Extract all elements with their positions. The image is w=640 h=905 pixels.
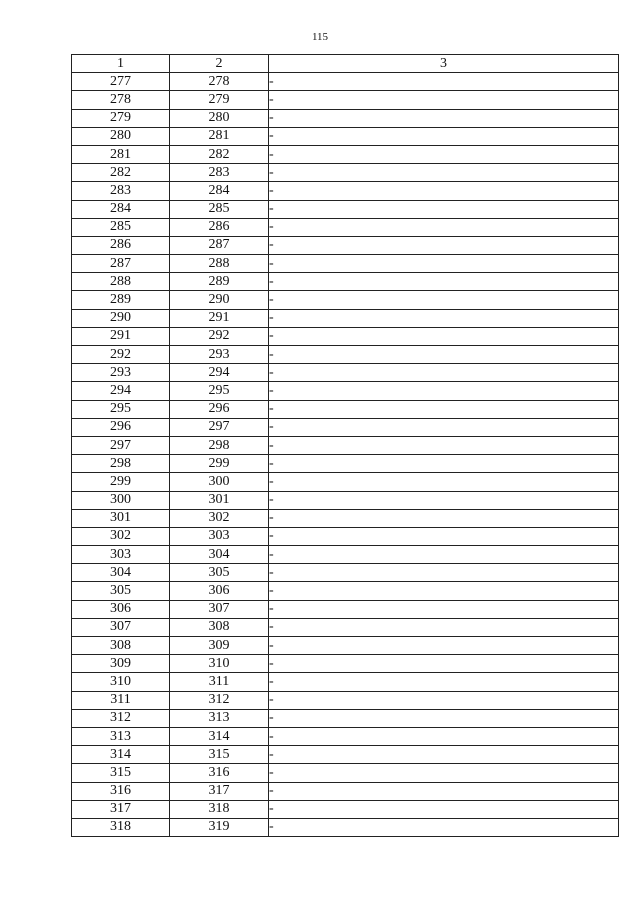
data-table: [71, 54, 619, 837]
table-row: [72, 491, 619, 509]
table-cell-col-2: 296: [170, 400, 269, 418]
table-cell-col-2: 293: [170, 346, 269, 364]
table-cell-col-2: 300: [170, 473, 269, 491]
table-cell-col-1: 308: [72, 637, 170, 655]
table-row: [72, 637, 619, 655]
table-cell-col-3: -: [269, 346, 619, 364]
table-cell-col-1: 309: [72, 655, 170, 673]
table-row: [72, 327, 619, 345]
table-row: [72, 73, 619, 91]
table-cell-col-2: 290: [170, 291, 269, 309]
table-row: [72, 600, 619, 618]
table-cell-col-3: -: [269, 218, 619, 236]
table-row: [72, 182, 619, 200]
table-cell-col-1: 305: [72, 582, 170, 600]
table-cell-col-2: 279: [170, 91, 269, 109]
table-cell-col-1: 315: [72, 764, 170, 782]
table-cell-col-3: -: [269, 473, 619, 491]
table-cell-col-3: -: [269, 400, 619, 418]
table-cell-col-3: -: [269, 600, 619, 618]
table-cell-col-1: 304: [72, 564, 170, 582]
table-cell-col-2: 301: [170, 491, 269, 509]
table-cell-col-3: -: [269, 564, 619, 582]
table-row: [72, 764, 619, 782]
table-row: [72, 582, 619, 600]
table-cell-col-3: -: [269, 673, 619, 691]
table-cell-col-1: 295: [72, 400, 170, 418]
table-cell-col-1: 294: [72, 382, 170, 400]
table-cell-col-1: 289: [72, 291, 170, 309]
table-cell-col-3: -: [269, 291, 619, 309]
table-cell-col-3: -: [269, 727, 619, 745]
table-row: [72, 291, 619, 309]
table-cell-col-1: 286: [72, 236, 170, 254]
table-cell-col-2: 295: [170, 382, 269, 400]
table-row: [72, 709, 619, 727]
table-cell-col-2: 313: [170, 709, 269, 727]
table-row: [72, 309, 619, 327]
table-cell-col-3: -: [269, 382, 619, 400]
table-cell-col-1: 285: [72, 218, 170, 236]
table-cell-col-3: -: [269, 182, 619, 200]
table-cell-col-2: 314: [170, 727, 269, 745]
table-cell-col-3: -: [269, 764, 619, 782]
table-cell-col-3: -: [269, 509, 619, 527]
table-cell-col-2: 297: [170, 418, 269, 436]
table-row: [72, 400, 619, 418]
table-cell-col-1: 283: [72, 182, 170, 200]
table-cell-col-2: 281: [170, 127, 269, 145]
table-cell-col-1: 314: [72, 746, 170, 764]
table-cell-col-3: -: [269, 364, 619, 382]
table-row: [72, 145, 619, 163]
table-cell-col-2: 288: [170, 255, 269, 273]
table-row: [72, 746, 619, 764]
table-cell-col-2: 282: [170, 145, 269, 163]
table-cell-col-2: 306: [170, 582, 269, 600]
table-cell-col-2: 292: [170, 327, 269, 345]
table-cell-col-1: 280: [72, 127, 170, 145]
table-cell-col-1: 293: [72, 364, 170, 382]
table-cell-col-2: 291: [170, 309, 269, 327]
table-cell-col-1: 284: [72, 200, 170, 218]
table-cell-col-2: 308: [170, 618, 269, 636]
table-cell-col-3: -: [269, 691, 619, 709]
table-cell-col-1: 292: [72, 346, 170, 364]
table-row: [72, 727, 619, 745]
table-row: [72, 564, 619, 582]
table-cell-col-3: -: [269, 655, 619, 673]
table-cell-col-1: 311: [72, 691, 170, 709]
table-cell-col-3: -: [269, 491, 619, 509]
table-cell-col-3: -: [269, 637, 619, 655]
table-cell-col-1: 281: [72, 145, 170, 163]
table-row: [72, 436, 619, 454]
table-cell-col-3: -: [269, 418, 619, 436]
table-cell-col-2: 286: [170, 218, 269, 236]
table-cell-col-1: 277: [72, 73, 170, 91]
table-cell-col-3: -: [269, 455, 619, 473]
table-cell-col-1: 282: [72, 164, 170, 182]
table-cell-col-3: -: [269, 145, 619, 163]
table-cell-col-2: 280: [170, 109, 269, 127]
header-row: [72, 55, 619, 73]
table-cell-col-1: 297: [72, 436, 170, 454]
table-row: [72, 782, 619, 800]
column-header-3: 3: [269, 55, 619, 73]
table-cell-col-3: -: [269, 236, 619, 254]
table-cell-col-3: -: [269, 327, 619, 345]
column-header-1: 1: [72, 55, 170, 73]
table-row: [72, 127, 619, 145]
table-cell-col-3: -: [269, 127, 619, 145]
table-cell-col-1: 301: [72, 509, 170, 527]
table-cell-col-2: 315: [170, 746, 269, 764]
table-cell-col-1: 318: [72, 818, 170, 836]
table-cell-col-2: 304: [170, 546, 269, 564]
table-cell-col-2: 302: [170, 509, 269, 527]
table-row: [72, 691, 619, 709]
table-cell-col-1: 299: [72, 473, 170, 491]
table-row: [72, 418, 619, 436]
table-cell-col-1: 303: [72, 546, 170, 564]
table-cell-col-3: -: [269, 91, 619, 109]
table-row: [72, 364, 619, 382]
table-cell-col-2: 285: [170, 200, 269, 218]
table-cell-col-2: 283: [170, 164, 269, 182]
page-number: 115: [311, 31, 329, 43]
table-cell-col-3: -: [269, 255, 619, 273]
table-cell-col-3: -: [269, 746, 619, 764]
table-cell-col-2: 318: [170, 800, 269, 818]
column-header-2: 2: [170, 55, 269, 73]
table-cell-col-3: -: [269, 73, 619, 91]
table-cell-col-2: 299: [170, 455, 269, 473]
table-cell-col-3: -: [269, 546, 619, 564]
table-cell-col-2: 307: [170, 600, 269, 618]
table-cell-col-2: 284: [170, 182, 269, 200]
table-cell-col-1: 296: [72, 418, 170, 436]
table-cell-col-3: -: [269, 309, 619, 327]
table-cell-col-1: 298: [72, 455, 170, 473]
table-row: [72, 200, 619, 218]
table-cell-col-3: -: [269, 709, 619, 727]
table-cell-col-2: 278: [170, 73, 269, 91]
table-cell-col-2: 311: [170, 673, 269, 691]
table-row: [72, 818, 619, 836]
table-cell-col-2: 305: [170, 564, 269, 582]
table-cell-col-3: -: [269, 273, 619, 291]
table-cell-col-2: 310: [170, 655, 269, 673]
table-row: [72, 273, 619, 291]
table-row: [72, 527, 619, 545]
table-cell-col-3: -: [269, 109, 619, 127]
table-cell-col-3: -: [269, 818, 619, 836]
table-header: [72, 55, 619, 73]
table-cell-col-1: 313: [72, 727, 170, 745]
table-row: [72, 800, 619, 818]
table-cell-col-3: -: [269, 200, 619, 218]
table-row: [72, 473, 619, 491]
table-cell-col-1: 287: [72, 255, 170, 273]
table-row: [72, 455, 619, 473]
table-cell-col-3: -: [269, 164, 619, 182]
table-cell-col-2: 289: [170, 273, 269, 291]
table-row: [72, 382, 619, 400]
table-cell-col-1: 306: [72, 600, 170, 618]
table-cell-col-2: 298: [170, 436, 269, 454]
table-cell-col-1: 290: [72, 309, 170, 327]
table-row: [72, 546, 619, 564]
table-cell-col-1: 310: [72, 673, 170, 691]
table-cell-col-3: -: [269, 782, 619, 800]
table-row: [72, 164, 619, 182]
table-row: [72, 618, 619, 636]
table-cell-col-2: 303: [170, 527, 269, 545]
table-cell-col-2: 319: [170, 818, 269, 836]
table-cell-col-2: 309: [170, 637, 269, 655]
table-body: [72, 73, 619, 837]
table-cell-col-1: 300: [72, 491, 170, 509]
table-cell-col-3: -: [269, 582, 619, 600]
table-cell-col-2: 294: [170, 364, 269, 382]
table-row: [72, 91, 619, 109]
table-cell-col-2: 316: [170, 764, 269, 782]
table-row: [72, 109, 619, 127]
table-cell-col-3: -: [269, 527, 619, 545]
table-cell-col-3: -: [269, 618, 619, 636]
table-cell-col-2: 312: [170, 691, 269, 709]
table-row: [72, 673, 619, 691]
table-cell-col-1: 291: [72, 327, 170, 345]
table-row: [72, 255, 619, 273]
table-row: [72, 346, 619, 364]
table-row: [72, 509, 619, 527]
table-cell-col-2: 317: [170, 782, 269, 800]
table-row: [72, 236, 619, 254]
table-row: [72, 218, 619, 236]
table-cell-col-2: 287: [170, 236, 269, 254]
table-cell-col-3: -: [269, 436, 619, 454]
table-cell-col-3: -: [269, 800, 619, 818]
table-cell-col-1: 278: [72, 91, 170, 109]
table-cell-col-1: 307: [72, 618, 170, 636]
table-cell-col-1: 317: [72, 800, 170, 818]
table-cell-col-1: 316: [72, 782, 170, 800]
table-cell-col-1: 279: [72, 109, 170, 127]
table-cell-col-1: 312: [72, 709, 170, 727]
table-row: [72, 655, 619, 673]
table-cell-col-1: 302: [72, 527, 170, 545]
table-cell-col-1: 288: [72, 273, 170, 291]
